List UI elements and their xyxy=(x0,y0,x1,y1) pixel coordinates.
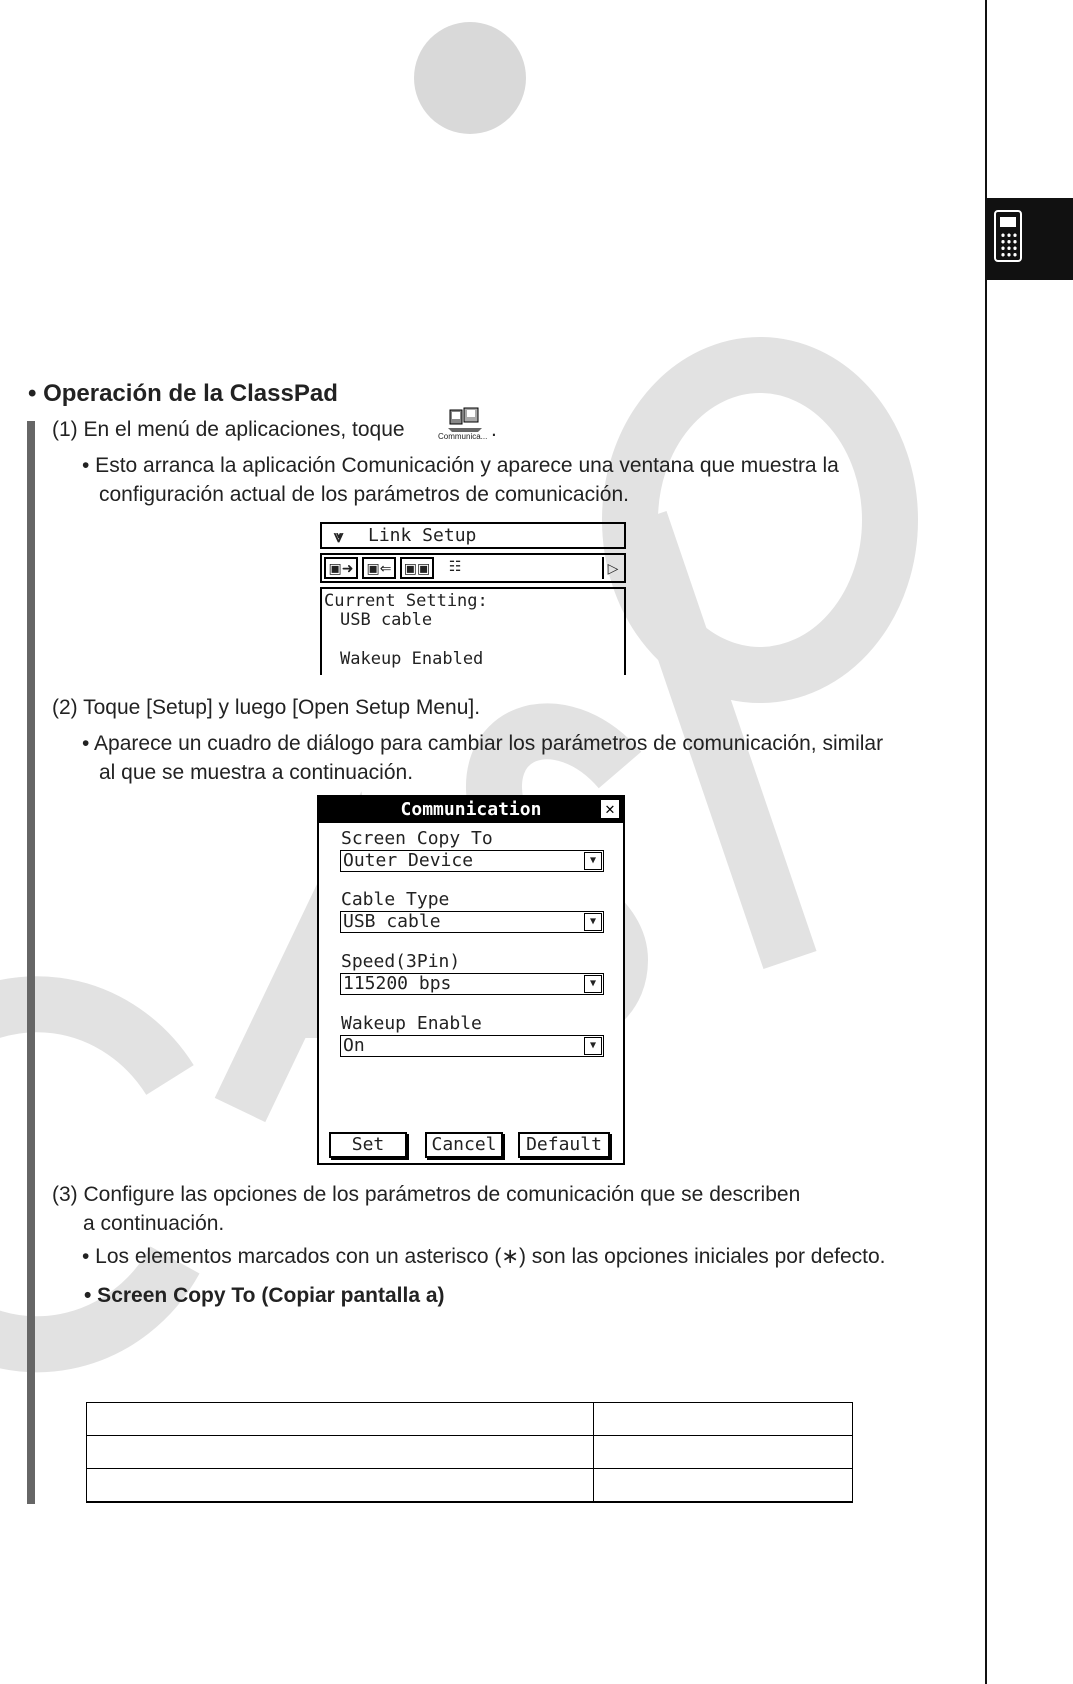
link-setup-menu-label: Link Setup xyxy=(368,525,477,546)
screen-copy-to-label: Screen Copy To xyxy=(341,828,493,849)
wakeup-enable-value: On xyxy=(343,1035,365,1056)
step3-text-cont: a continuación. xyxy=(83,1212,225,1235)
speed-label: Speed(3Pin) xyxy=(341,951,461,972)
section-bar xyxy=(27,421,35,1504)
screen-copy-to-value: Outer Device xyxy=(343,850,474,871)
current-cable-value: USB cable xyxy=(340,610,433,630)
step2-text: (2) Toque [Setup] y luego [Open Setup Menu]. xyxy=(52,696,481,719)
decorative-circle xyxy=(414,22,526,134)
cable-type-label: Cable Type xyxy=(341,889,450,910)
screen-copy-to-select[interactable] xyxy=(340,850,604,872)
link-setup-body xyxy=(320,587,626,675)
step1-text: (1) En el menú de aplicaciones, toque xyxy=(52,418,405,441)
wakeup-enable-label: Wakeup Enable xyxy=(341,1013,482,1034)
dropdown-arrow-icon[interactable]: ▼ xyxy=(584,913,602,931)
dropdown-arrow-icon[interactable]: ▼ xyxy=(584,1037,602,1055)
receive-icon[interactable]: ▣⇐ xyxy=(362,557,396,579)
dropdown-arrow-icon[interactable]: ▼ xyxy=(584,975,602,993)
speed-value: 115200 bps xyxy=(343,973,452,994)
cable-type-value: USB cable xyxy=(343,911,441,932)
chapter-tab xyxy=(986,198,1073,280)
current-wakeup-value: Wakeup Enabled xyxy=(340,649,484,669)
app-icon-label: Communica... xyxy=(438,432,488,441)
step3-text: (3) Configure las opciones de los parámetros de comunicación que se describen xyxy=(52,1183,801,1206)
step3-bullet: • Los elementos marcados con un asterisco (∗) son las opciones iniciales por defecto. xyxy=(82,1245,886,1268)
communication-dialog xyxy=(317,795,625,1165)
step1-bullet: • Esto arranca la aplicación Comunicación y aparece una ventana que muestra la xyxy=(82,454,839,477)
step3-subheading: • Screen Copy To (Copiar pantalla a) xyxy=(84,1284,445,1307)
close-icon[interactable]: ✕ xyxy=(601,800,619,818)
scroll-right-icon[interactable]: ▷ xyxy=(602,557,622,579)
list-icon[interactable]: ☷ xyxy=(448,558,462,574)
link-setup-toolbar xyxy=(320,553,626,583)
transfer-icon[interactable]: ▣▣ xyxy=(400,557,434,579)
chevron-down-icon: ⩔ xyxy=(334,527,344,546)
section-heading: • Operación de la ClassPad xyxy=(28,380,338,407)
cable-type-select[interactable] xyxy=(340,911,604,933)
calculator-icon xyxy=(994,210,1022,262)
wakeup-enable-select[interactable] xyxy=(340,1035,604,1057)
speed-select[interactable] xyxy=(340,973,604,995)
step2-bullet-cont: al que se muestra a continuación. xyxy=(99,761,414,784)
step2-bullet: • Aparece un cuadro de diálogo para cambiar los parámetros de comunicación, similar xyxy=(82,732,884,755)
options-table xyxy=(86,1402,853,1503)
link-setup-menu[interactable] xyxy=(320,522,626,549)
table-column-divider xyxy=(593,1403,594,1502)
step1-period: . xyxy=(491,418,497,441)
communication-app-icon xyxy=(438,406,490,444)
dropdown-arrow-icon[interactable]: ▼ xyxy=(584,852,602,870)
table-row-divider xyxy=(87,1468,852,1469)
dialog-title xyxy=(319,797,623,823)
send-icon[interactable]: ▣➜ xyxy=(324,557,358,579)
dialog-title-text: Communication xyxy=(400,799,542,820)
cancel-button[interactable]: Cancel xyxy=(425,1132,503,1158)
set-button[interactable]: Set xyxy=(329,1132,407,1158)
step1-bullet-cont: configuración actual de los parámetros de comunicación. xyxy=(99,483,629,506)
current-setting-label: Current Setting: xyxy=(324,591,488,611)
default-button[interactable]: Default xyxy=(518,1132,610,1158)
link-setup-screenshot xyxy=(320,522,626,675)
table-row-divider xyxy=(87,1435,852,1436)
